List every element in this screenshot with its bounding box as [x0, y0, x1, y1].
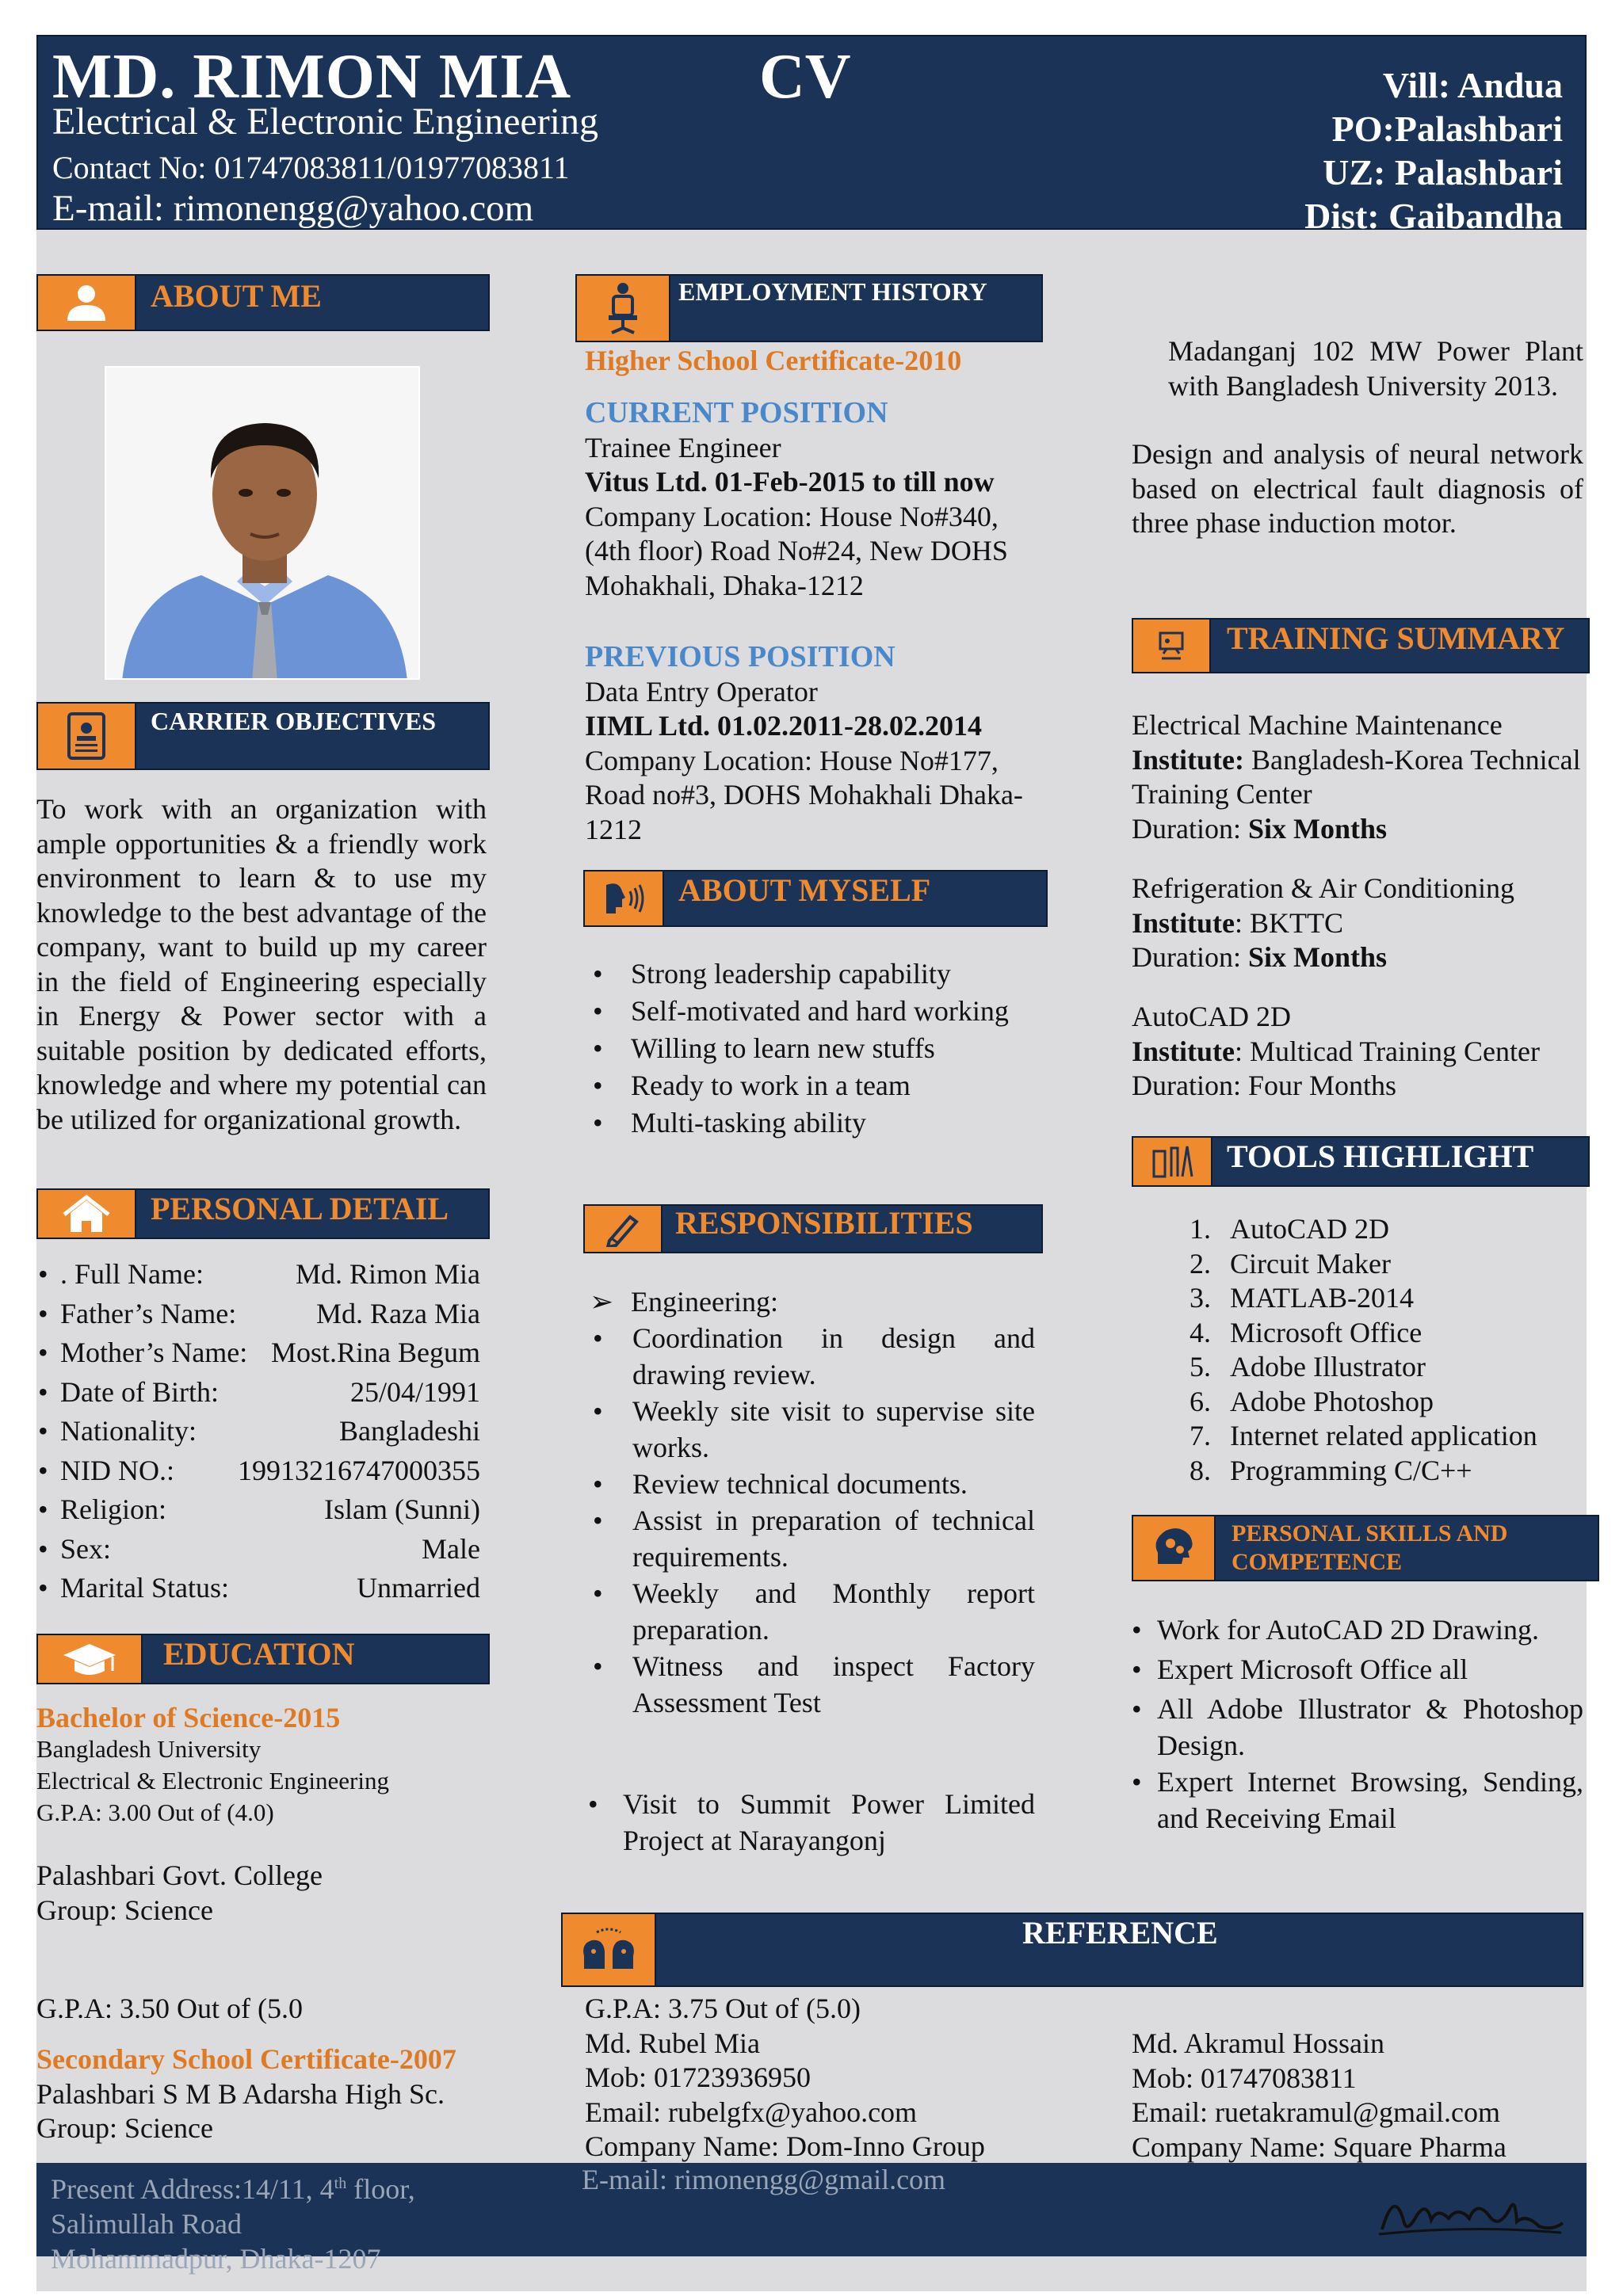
- graduation-cap-icon: [38, 1635, 143, 1683]
- arrow-bullet-icon: ➢: [590, 1286, 614, 1318]
- signature: [1376, 2183, 1566, 2241]
- office-chair-icon: [577, 276, 670, 341]
- position-heading: CURRENT POSITION: [585, 396, 888, 429]
- section-header-education: [36, 1634, 490, 1684]
- header-address: [1304, 63, 1563, 238]
- duration: Duration: Four Months: [1132, 1070, 1397, 1101]
- list-item: • Review technical documents.: [583, 1466, 1035, 1502]
- degree-title: Secondary School Certificate-2007: [36, 2043, 456, 2075]
- institute: Institute: BKTTC: [1132, 906, 1344, 939]
- section-title: EMPLOYMENT HISTORY: [678, 277, 987, 306]
- section-title: ABOUT ME: [151, 278, 322, 314]
- education-hsc-college: [36, 1859, 488, 1928]
- section-header-tools-highlight: [1132, 1136, 1590, 1187]
- education-ssc: [36, 2042, 488, 2146]
- list-item: • Weekly and Monthly report preparation.: [583, 1575, 1035, 1648]
- company-location: Company Location: House No#340, (4th floor) Road No#24, New DOHS Mohakhali, Dhaka-1212: [585, 500, 1008, 601]
- section-header-training-summary: [1132, 618, 1590, 673]
- list-item: • Expert Internet Browsing, Sending, and Receiving Email: [1132, 1766, 1583, 1834]
- list-item: • Religion: Islam (Sunni): [36, 1490, 480, 1530]
- training-item: [1132, 871, 1591, 975]
- section-title: EDUCATION: [163, 1636, 355, 1672]
- reference-email: Email: ruetakramul@gmail.com: [1132, 2096, 1501, 2128]
- site-visit-continued: Madanganj 102 MW Power Plant with Bangladesh University 2013.: [1168, 335, 1583, 402]
- contact-number: Contact No: 01747083811/01977083811: [52, 150, 570, 185]
- section-title: RESPONSIBILITIES: [675, 1205, 973, 1241]
- discipline: Electrical & Electronic Engineering: [36, 1767, 389, 1794]
- list-item: • Multi-tasking ability: [583, 1104, 1033, 1142]
- company-and-dates: IIML Ltd. 01.02.2011-28.02.2014: [585, 710, 983, 742]
- site-visit-list: [579, 1786, 1035, 1859]
- list-item: 2. Circuit Maker: [1190, 1247, 1391, 1280]
- list-item: 8. Programming C/C++: [1190, 1454, 1472, 1486]
- institution: Bangladesh University: [36, 1735, 262, 1763]
- current-position: [585, 396, 1044, 603]
- company-and-dates: Vitus Ltd. 01-Feb-2015 to till now: [585, 466, 995, 498]
- education-hsc-title: Higher School Certificate-2010: [585, 345, 962, 376]
- list-item: • Assist in preparation of technical requirements.: [583, 1502, 1035, 1575]
- course-name: Refrigeration & Air Conditioning: [1132, 872, 1514, 904]
- list-item: • Marital Status: Unmarried: [36, 1569, 480, 1608]
- reference-mobile: Mob: 01747083811: [1132, 2061, 1357, 2094]
- section-header-employment-history: [575, 274, 1043, 342]
- pencil-icon: [585, 1206, 663, 1252]
- education-hsc-gpa: G.P.A: 3.50 Out of (5.0: [36, 1993, 304, 2024]
- group: Group: Science: [36, 2112, 213, 2144]
- education-ssc-gpa: G.P.A: 3.75 Out of (5.0): [585, 1993, 861, 2024]
- address-village: Vill: Andua: [1382, 65, 1563, 105]
- section-title: REFERENCE: [1022, 1915, 1218, 1951]
- list-item: 5. Adobe Illustrator: [1190, 1351, 1426, 1383]
- group: Group: Science: [36, 1894, 213, 1926]
- list-item: • Willing to learn new stuffs: [583, 1030, 1033, 1067]
- list-item: • Self-motivated and hard working: [583, 993, 1033, 1030]
- list-item: • Strong leadership capability: [583, 955, 1033, 993]
- list-item: • Mother’s Name: Most.Rina Begum: [36, 1333, 480, 1373]
- course-name: AutoCAD 2D: [1132, 1001, 1292, 1032]
- section-header-personal-skills: [1132, 1515, 1599, 1581]
- section-header-reference: [561, 1913, 1583, 1987]
- section-header-responsibilities: [583, 1204, 1043, 1253]
- resume-footer: [36, 2163, 1587, 2275]
- list-item: 3. MATLAB-2014: [1190, 1282, 1414, 1314]
- personal-detail-list: [36, 1255, 480, 1608]
- presentation-board-icon: [1133, 620, 1211, 672]
- section-title: PERSONAL SKILLS AND COMPETENCE: [1232, 1520, 1508, 1575]
- list-item: ➢ Engineering:: [583, 1283, 1035, 1320]
- list-item: 6. Adobe Photoshop: [1190, 1385, 1434, 1417]
- reference-company: Company Name: Square Pharma: [1132, 2130, 1507, 2163]
- institute: Institute: Bangladesh-Korea Technical Training Center: [1132, 743, 1581, 810]
- list-item: • Work for AutoCAD 2D Drawing.: [1132, 1614, 1540, 1646]
- resume-document-icon: [38, 704, 136, 769]
- section-header-about-me: [36, 274, 490, 331]
- tools-list: [1132, 1212, 1591, 1488]
- list-item: 1. AutoCAD 2D: [1190, 1213, 1390, 1245]
- duration: Duration: Six Months: [1132, 812, 1388, 845]
- cv-title: CV: [759, 42, 851, 112]
- list-item: • Sex: Male: [36, 1530, 480, 1569]
- list-item: • Weekly site visit to supervise site works.: [583, 1393, 1035, 1466]
- section-title: TRAINING SUMMARY: [1227, 620, 1565, 656]
- list-item: • Visit to Summit Power Limited Project at Narayangonj: [579, 1786, 1035, 1859]
- degree-title: Bachelor of Science-2015: [36, 1702, 341, 1733]
- home-icon: [38, 1190, 136, 1238]
- brain-gears-icon: [1133, 1516, 1216, 1580]
- list-item: • Date of Birth: 25/04/1991: [36, 1373, 480, 1413]
- job-title: Data Entry Operator: [585, 675, 818, 707]
- reference-item: [585, 1992, 1060, 2164]
- institution: Palashbari Govt. College: [36, 1859, 323, 1891]
- previous-position: [585, 640, 1044, 847]
- institution: Palashbari S M B Adarsha High Sc.: [36, 2077, 445, 2110]
- job-title: Trainee Engineer: [585, 431, 781, 463]
- candidate-name: MD. RIMON MIA: [52, 42, 572, 112]
- list-item: • NID NO.: 19913216747000355: [36, 1451, 480, 1491]
- about-myself-list: [631, 955, 1033, 1142]
- reference-name: Md. Akramul Hossain: [1132, 2027, 1384, 2059]
- address-district: Dist: Gaibandha: [1304, 196, 1563, 236]
- reference-item: [1132, 2027, 1591, 2164]
- two-heads-icon: [563, 1914, 656, 1985]
- thesis-text: Design and analysis of neural network based on electrical fault diagnosis of three phase induction motor.: [1132, 438, 1583, 539]
- duration: Duration: Six Months: [1132, 941, 1388, 973]
- company-location: Company Location: House No#177, Road no#3, DOHS Mohakhali Dhaka-1212: [585, 744, 1023, 845]
- reference-company: Company Name: Dom-Inno Group: [585, 2130, 985, 2162]
- speaking-head-icon: [585, 871, 664, 925]
- section-title: ABOUT MYSELF: [678, 872, 931, 908]
- reference-mobile: Mob: 01723936950: [585, 2061, 812, 2093]
- list-item: • Nationality: Bangladeshi: [36, 1412, 480, 1451]
- present-address: Present Address:14/11, 4th floor, Salimullah Road Mohammadpur, Dhaka-1207: [51, 2173, 415, 2275]
- section-title: TOOLS HIGHLIGHT: [1227, 1138, 1534, 1174]
- skills-list: [1132, 1611, 1583, 1836]
- footer-email: E-mail: rimonengg@gmail.com: [582, 2164, 946, 2195]
- list-item: 7. Internet related application: [1190, 1420, 1537, 1451]
- course-name: Electrical Machine Maintenance: [1132, 709, 1503, 741]
- profile-photo: [105, 366, 420, 680]
- education-bsc: [36, 1702, 488, 1829]
- list-item: • All Adobe Illustrator & Photoshop Design.: [1132, 1693, 1583, 1761]
- list-item: • . Full Name: Md. Rimon Mia: [36, 1255, 480, 1295]
- person-icon: [38, 276, 136, 330]
- address-upazila: UZ: Palashbari: [1323, 152, 1563, 193]
- list-item: • Witness and inspect Factory Assessment Test: [583, 1648, 1035, 1721]
- training-item: [1132, 708, 1591, 846]
- list-item: • Coordination in design and drawing review.: [583, 1320, 1035, 1393]
- position-heading: PREVIOUS POSITION: [585, 640, 896, 673]
- list-item: • Ready to work in a team: [583, 1067, 1033, 1104]
- section-header-about-myself: [583, 870, 1048, 927]
- reference-email: Email: rubelgfx@yahoo.com: [585, 2096, 918, 2128]
- list-item: 4. Microsoft Office: [1190, 1316, 1423, 1348]
- tools-icon: [1133, 1138, 1212, 1185]
- list-item: • Expert Microsoft Office all: [1132, 1653, 1468, 1685]
- training-item: [1132, 1000, 1591, 1104]
- resume-header: [36, 35, 1587, 236]
- gpa: G.P.A: 3.00 Out of (4.0): [36, 1798, 274, 1826]
- section-title: CARRIER OBJECTIVES: [151, 707, 437, 735]
- responsibilities-list: [590, 1283, 1035, 1721]
- reference-name: Md. Rubel Mia: [585, 2027, 760, 2059]
- section-header-carrier-objectives: [36, 702, 490, 770]
- section-header-personal-detail: [36, 1188, 490, 1239]
- contact-email: E-mail: rimonengg@yahoo.com: [52, 188, 534, 229]
- address-po: PO:Palashbari: [1331, 109, 1563, 149]
- section-title: PERSONAL DETAIL: [151, 1191, 449, 1226]
- institute: Institute: Multicad Training Center: [1132, 1035, 1540, 1067]
- career-objective-text: To work with an organization with ample opportunities & a friendly work environment to learn & to use my knowledge to the best advantage of the company, want to build up my career in the field of Engineering especially in Energy & Power sector with a suitable position by dedicated efforts, knowledge and where my potential can be utilized for organizational growth.: [36, 793, 487, 1135]
- list-item: • Father’s Name: Md. Raza Mia: [36, 1295, 480, 1334]
- candidate-discipline: Electrical & Electronic Engineering: [52, 101, 599, 143]
